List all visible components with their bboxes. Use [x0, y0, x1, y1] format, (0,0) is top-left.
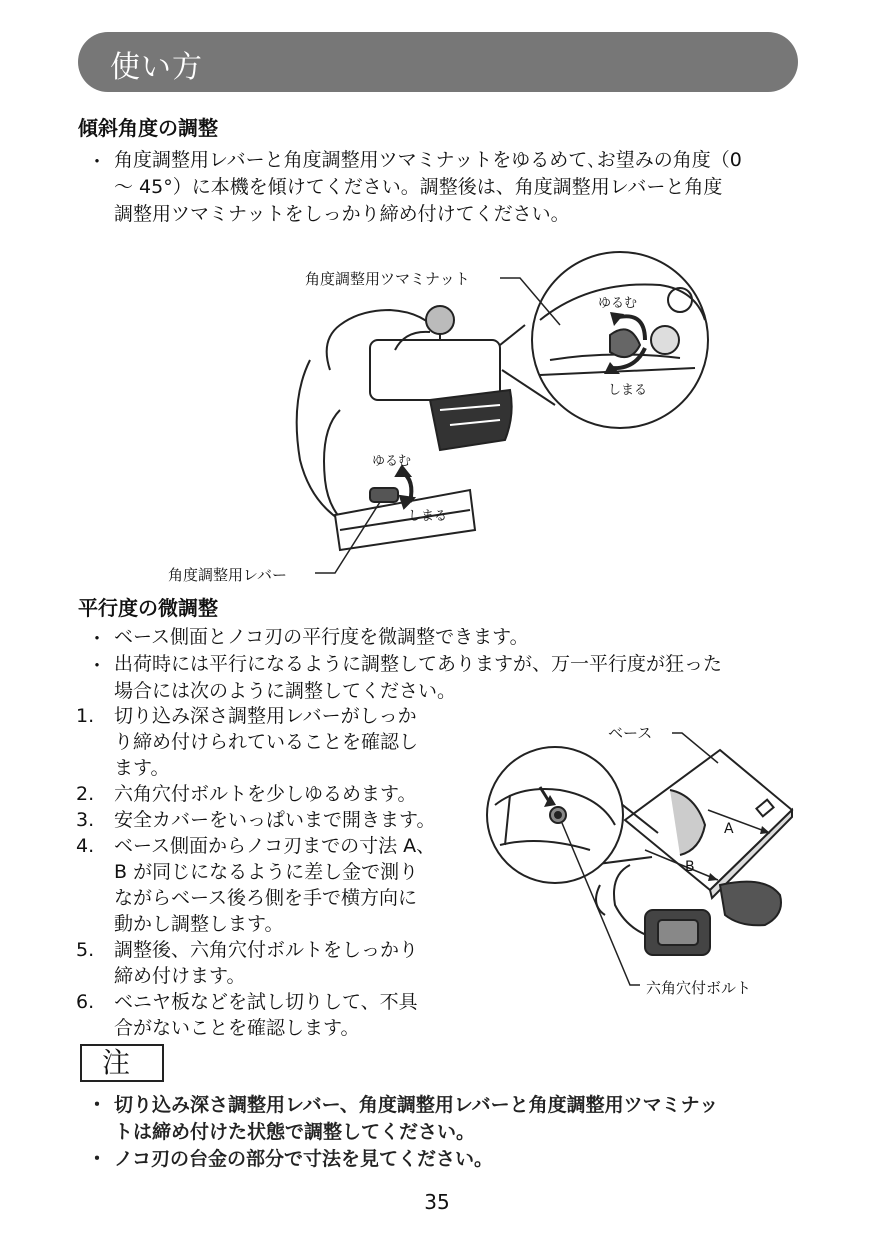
step-number: 4. — [76, 835, 95, 857]
list-item — [76, 807, 466, 833]
text-line: 合がないことを確認します。 — [114, 1017, 360, 1039]
step-number: 2. — [76, 783, 95, 805]
knob-nut-label: 角度調整用ツマミナット — [305, 270, 470, 288]
text-line: 調整後、六角穴付ボルトをしっかり — [114, 939, 419, 961]
base-label: ベース — [608, 724, 653, 742]
text-line: 六角穴付ボルトを少しゆるめます。 — [114, 783, 417, 805]
text-line: ～ 45°）に本機を傾けてください。調整後は、角度調整用レバーと角度 — [114, 176, 723, 198]
bevel-instruction — [80, 147, 814, 228]
bullet-mark: ・ — [87, 1094, 107, 1116]
text-line: 切り込み深さ調整用レバー、角度調整用レバーと角度調整用ツマミナッ — [114, 1094, 719, 1116]
text-line: 切り込み深さ調整用レバーがしっか — [114, 705, 417, 727]
text-line: り締め付けられていることを確認し — [114, 731, 419, 753]
parallel-bullet — [80, 624, 814, 651]
text-line: 安全カバーをいっぱいまで開きます。 — [114, 809, 436, 831]
list-item — [76, 833, 466, 937]
saw-base-illustration — [596, 750, 792, 955]
dimension-b-label: B — [685, 859, 695, 875]
list-item — [76, 937, 466, 989]
parallel-bullet — [80, 651, 814, 705]
adjustment-steps — [76, 703, 466, 1041]
bullet-mark: ・ — [87, 655, 107, 677]
text-line: ベニヤ板などを試し切りして、不具 — [114, 991, 418, 1013]
list-item — [80, 1146, 810, 1173]
text-line: トは締め付けた状態で調整してください。 — [114, 1121, 476, 1143]
text-line: ノコ刃の台金の部分で寸法を見てください。 — [114, 1148, 494, 1170]
section-heading-bevel: 傾斜角度の調整 — [78, 116, 218, 140]
text-line: ながらベース後ろ側を手で横方向に — [114, 887, 418, 909]
text-line: 動かし調整します。 — [114, 913, 284, 935]
step-number: 6. — [76, 991, 95, 1013]
note-list — [80, 1092, 810, 1173]
section-heading-parallel: 平行度の微調整 — [78, 596, 218, 620]
tighten-label: しまる — [608, 383, 648, 398]
bullet-mark: ・ — [87, 1148, 107, 1170]
text-line: 場合には次のように調整してください。 — [114, 680, 457, 702]
text-line: 出荷時には平行になるように調整してありますが、万一平行度が狂った — [114, 653, 723, 675]
text-line: ベース側面とノコ刃の平行度を微調整できます。 — [114, 626, 529, 648]
section-banner — [78, 32, 798, 92]
list-item — [76, 781, 466, 807]
step-number: 5. — [76, 939, 95, 961]
note-box: 注 — [80, 1044, 164, 1082]
loosen-label: ゆるむ — [598, 296, 638, 311]
zoom-detail — [500, 252, 708, 428]
bevel-lever — [370, 466, 414, 508]
text-line: B が同じになるように差し金で測り — [114, 861, 419, 883]
text-line: 調整用ツマミナットをしっかり締め付けてください。 — [114, 203, 570, 225]
step-number: 1. — [76, 705, 95, 727]
list-item — [80, 1092, 810, 1146]
loosen-label: ゆるむ — [372, 454, 412, 469]
text-line: ます。 — [114, 757, 170, 779]
bullet-mark: ・ — [87, 628, 107, 650]
hex-bolt-label: 六角穴付ボルト — [646, 979, 752, 997]
step-number: 3. — [76, 809, 95, 831]
bullet-mark: ・ — [87, 151, 107, 173]
parallel-adjustment-figure — [480, 715, 810, 1005]
page-title: 使い方 — [110, 50, 203, 85]
bevel-lever-label: 角度調整用レバー — [168, 566, 287, 584]
page-number: 35 — [424, 1190, 450, 1214]
dimension-a-label: A — [724, 821, 734, 837]
list-item — [76, 989, 466, 1041]
text-line: 締め付けます。 — [114, 965, 246, 987]
tighten-label: しまる — [408, 509, 448, 524]
bevel-adjustment-figure — [140, 240, 740, 590]
list-item — [76, 703, 466, 781]
circular-saw-illustration — [297, 306, 512, 550]
text-line: 角度調整用レバーと角度調整用ツマミナットをゆるめて､お望みの角度（0 — [114, 149, 742, 171]
text-line: ベース側面からノコ刃までの寸法 A、 — [114, 835, 436, 857]
